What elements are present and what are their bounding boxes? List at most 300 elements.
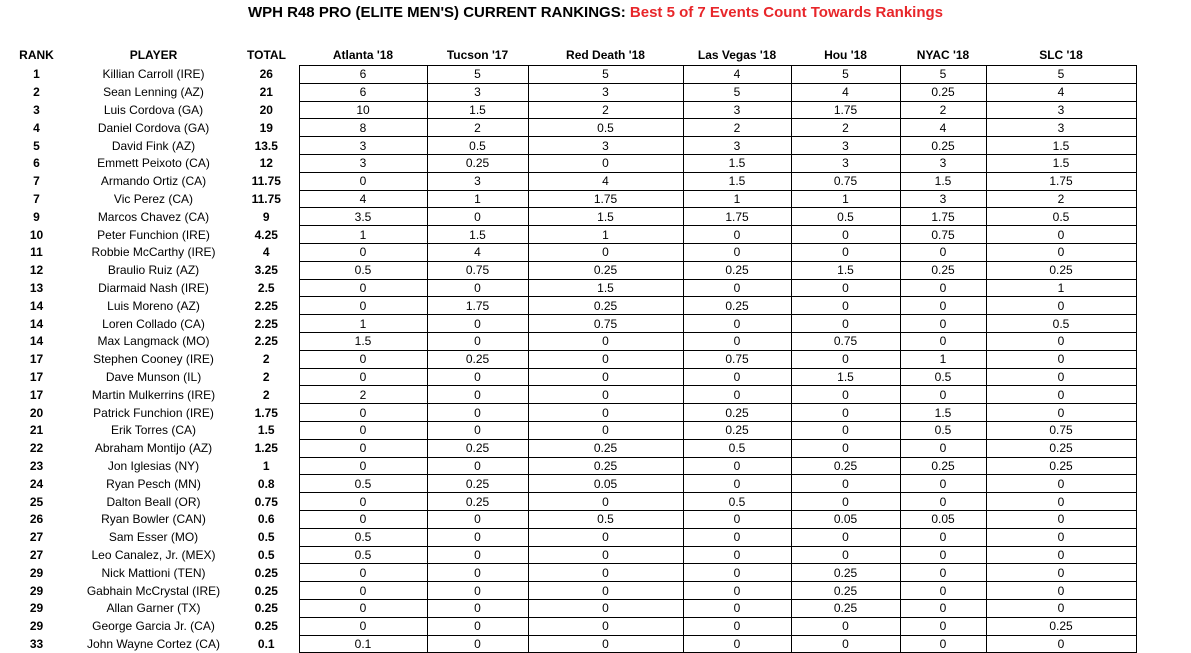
total-cell: 1.25: [254, 441, 278, 456]
score-cell: 1: [986, 279, 1136, 297]
score-cell: 0.75: [683, 350, 791, 368]
total-cell: 2: [262, 352, 270, 367]
total-cell: 0.25: [254, 601, 278, 616]
score-cell: 0: [900, 493, 986, 511]
score-cell: 0: [900, 546, 986, 564]
rank-cell: 14: [29, 316, 44, 331]
score-cell: 0: [986, 226, 1136, 244]
score-cell: 0.25: [528, 439, 683, 457]
rank-cell: 33: [29, 636, 44, 651]
player-cell: Nick Mattioni (TEN): [101, 565, 206, 580]
total-cell: 0.25: [254, 583, 278, 598]
total-cell: 4: [262, 245, 270, 260]
score-cell: 0: [528, 243, 683, 261]
rank-cell: 29: [29, 565, 44, 580]
score-cell: 1: [427, 190, 528, 208]
score-cell: 1.5: [791, 368, 900, 386]
player-cell: David Fink (AZ): [111, 138, 196, 153]
score-cell: 0: [900, 528, 986, 546]
table-row: [0, 475, 1136, 493]
score-cell: 4: [299, 190, 427, 208]
player-cell: Allan Garner (TX): [106, 601, 201, 616]
rankings-table: [0, 45, 1137, 653]
score-cell: 1.75: [900, 208, 986, 226]
score-cell: 0: [299, 617, 427, 635]
rank-cell: 3: [33, 102, 40, 117]
score-cell: 1: [900, 350, 986, 368]
score-cell: 0.1: [299, 635, 427, 653]
score-cell: 1.5: [900, 404, 986, 422]
player-cell: Stephen Cooney (IRE): [93, 352, 214, 367]
score-cell: 3: [900, 154, 986, 172]
table-row: [0, 137, 1136, 155]
rank-cell: 29: [29, 583, 44, 598]
score-cell: 0: [528, 421, 683, 439]
score-cell: 0.25: [900, 137, 986, 155]
table-row: [0, 564, 1136, 582]
score-cell: 0: [900, 279, 986, 297]
score-cell: 0.5: [900, 421, 986, 439]
score-cell: 0: [427, 315, 528, 333]
rank-cell: 25: [29, 494, 44, 509]
score-cell: 5: [427, 66, 528, 84]
total-cell: 13.5: [254, 138, 278, 153]
score-cell: 0: [683, 243, 791, 261]
table-row: [0, 528, 1136, 546]
score-cell: 3: [986, 119, 1136, 137]
score-cell: 0: [427, 421, 528, 439]
total-cell: 0.1: [257, 636, 275, 651]
total-cell: 4.25: [254, 227, 278, 242]
score-cell: 1.5: [986, 154, 1136, 172]
score-cell: 0.75: [427, 261, 528, 279]
player-cell: Martin Mulkerrins (IRE): [91, 387, 216, 402]
player-cell: Peter Funchion (IRE): [97, 227, 210, 242]
score-cell: 0.5: [986, 208, 1136, 226]
score-cell: 1.75: [427, 297, 528, 315]
table-row: [0, 66, 1136, 84]
score-cell: 0: [427, 546, 528, 564]
score-cell: 0: [683, 599, 791, 617]
table-row: [0, 208, 1136, 226]
score-cell: 0.25: [791, 457, 900, 475]
score-cell: 0: [299, 404, 427, 422]
score-cell: 0: [427, 510, 528, 528]
player-cell: Ryan Bowler (CAN): [101, 512, 206, 527]
score-cell: 1.5: [791, 261, 900, 279]
rank-cell: 24: [29, 476, 44, 491]
rank-cell: 27: [29, 547, 44, 562]
score-cell: 3: [683, 101, 791, 119]
table-row: [0, 190, 1136, 208]
score-cell: 0: [791, 546, 900, 564]
player-cell: Emmett Peixoto (CA): [97, 156, 210, 171]
score-cell: 0: [528, 154, 683, 172]
player-cell: Gabhain McCrystal (IRE): [86, 583, 221, 598]
score-cell: 0.25: [900, 83, 986, 101]
rank-cell: 13: [29, 280, 44, 295]
score-cell: 0: [986, 599, 1136, 617]
rank-cell: 17: [29, 352, 44, 367]
score-cell: 0.25: [900, 457, 986, 475]
score-cell: 0: [528, 599, 683, 617]
score-cell: 0: [299, 582, 427, 600]
score-cell: 0: [986, 493, 1136, 511]
player-cell: Patrick Funchion (IRE): [93, 405, 214, 420]
score-cell: 0: [528, 386, 683, 404]
player-cell: Ryan Pesch (MN): [106, 476, 201, 491]
player-cell: Daniel Cordova (GA): [97, 120, 210, 135]
score-cell: 0: [528, 582, 683, 600]
score-cell: 0.5: [986, 315, 1136, 333]
total-cell: 1.5: [257, 423, 275, 438]
score-cell: 3: [791, 137, 900, 155]
player-cell: Braulio Ruiz (AZ): [107, 263, 200, 278]
score-cell: 0: [427, 368, 528, 386]
score-cell: 0.5: [528, 510, 683, 528]
score-cell: 0: [986, 582, 1136, 600]
score-cell: 0: [791, 439, 900, 457]
score-cell: 2: [427, 119, 528, 137]
score-cell: 0.5: [900, 368, 986, 386]
score-cell: 0: [791, 421, 900, 439]
table-row: [0, 350, 1136, 368]
score-cell: 0: [900, 599, 986, 617]
score-cell: 0: [900, 582, 986, 600]
title-note: Best 5 of 7 Events Count Towards Rankings: [629, 4, 944, 21]
rank-cell: 17: [29, 387, 44, 402]
score-cell: 0: [528, 617, 683, 635]
score-cell: 1: [791, 190, 900, 208]
score-cell: 3: [900, 190, 986, 208]
total-cell: 0.25: [254, 565, 278, 580]
score-cell: 0: [528, 493, 683, 511]
table-row: [0, 635, 1136, 653]
score-cell: 4: [683, 66, 791, 84]
total-cell: 0.75: [254, 494, 278, 509]
score-cell: 0.05: [791, 510, 900, 528]
score-cell: 0: [986, 635, 1136, 653]
score-cell: 0: [900, 439, 986, 457]
total-cell: 0.8: [257, 476, 275, 491]
score-cell: 2: [683, 119, 791, 137]
score-cell: 0: [427, 617, 528, 635]
score-cell: 0: [683, 617, 791, 635]
total-cell: 3.25: [254, 263, 278, 278]
score-cell: 0: [791, 226, 900, 244]
player-cell: Dalton Beall (OR): [106, 494, 201, 509]
score-cell: 1.5: [683, 154, 791, 172]
player-cell: Jon Iglesias (NY): [107, 458, 200, 473]
score-cell: 0: [299, 279, 427, 297]
score-cell: 0.75: [791, 172, 900, 190]
score-cell: 0.5: [683, 439, 791, 457]
total-cell: 26: [259, 67, 273, 82]
table-row: [0, 457, 1136, 475]
player-cell: Abraham Montijo (AZ): [94, 441, 213, 456]
total-cell: 20: [259, 102, 273, 117]
total-cell: 2: [262, 369, 270, 384]
score-cell: 0: [900, 635, 986, 653]
rank-cell: 21: [29, 423, 44, 438]
score-cell: 0: [900, 564, 986, 582]
score-cell: 8: [299, 119, 427, 137]
score-cell: 0.25: [427, 350, 528, 368]
player-cell: Marcos Chavez (CA): [97, 209, 210, 224]
total-cell: 0.6: [257, 512, 275, 527]
rank-cell: 29: [29, 619, 44, 634]
table-row: [0, 101, 1136, 119]
score-cell: 0.25: [986, 261, 1136, 279]
score-cell: 0: [986, 564, 1136, 582]
rank-cell: 22: [29, 441, 44, 456]
score-cell: 2: [299, 386, 427, 404]
score-cell: 1.5: [528, 279, 683, 297]
score-cell: 4: [791, 83, 900, 101]
score-cell: 10: [299, 101, 427, 119]
score-cell: 0: [986, 528, 1136, 546]
table-row: [0, 261, 1136, 279]
score-cell: 1: [299, 315, 427, 333]
score-cell: 0: [427, 457, 528, 475]
score-cell: 0: [528, 368, 683, 386]
score-cell: 0: [986, 404, 1136, 422]
score-cell: 4: [986, 83, 1136, 101]
score-cell: 1: [683, 190, 791, 208]
title-main: WPH R48 PRO (ELITE MEN'S) CURRENT RANKINGS:: [247, 4, 626, 21]
score-cell: 0: [986, 368, 1136, 386]
score-cell: 0.25: [900, 261, 986, 279]
score-cell: 0.75: [791, 332, 900, 350]
player-cell: John Wayne Cortez (CA): [87, 636, 220, 651]
score-cell: 0: [791, 297, 900, 315]
score-cell: 0.25: [427, 154, 528, 172]
event-header: Atlanta '18: [299, 45, 427, 66]
score-cell: 0: [791, 635, 900, 653]
rank-cell: 20: [29, 405, 44, 420]
player-cell: Luis Moreno (AZ): [107, 298, 200, 313]
table-row: [0, 582, 1136, 600]
score-cell: 0: [986, 386, 1136, 404]
event-header: Tucson '17: [427, 45, 528, 66]
score-cell: 0: [299, 457, 427, 475]
score-cell: 0: [986, 546, 1136, 564]
table-row: [0, 119, 1136, 137]
rank-cell: 6: [33, 156, 40, 171]
score-cell: 2: [986, 190, 1136, 208]
total-cell: 21: [259, 85, 273, 100]
table-row: [0, 404, 1136, 422]
score-cell: 0: [683, 332, 791, 350]
score-cell: 0: [791, 243, 900, 261]
score-cell: 0: [683, 457, 791, 475]
score-cell: 0: [528, 635, 683, 653]
score-cell: 0: [683, 475, 791, 493]
rank-cell: 27: [29, 530, 44, 545]
score-cell: 3: [683, 137, 791, 155]
score-cell: 0: [299, 243, 427, 261]
rank-cell: 12: [29, 263, 44, 278]
score-cell: 0: [427, 208, 528, 226]
score-cell: 0.25: [528, 297, 683, 315]
table-row: [0, 421, 1136, 439]
score-cell: 5: [791, 66, 900, 84]
score-cell: 0.05: [528, 475, 683, 493]
score-cell: 0: [528, 332, 683, 350]
score-cell: 0: [299, 350, 427, 368]
score-cell: 0: [900, 297, 986, 315]
score-cell: 3: [528, 83, 683, 101]
score-cell: 0.5: [299, 528, 427, 546]
score-cell: 0: [683, 635, 791, 653]
score-cell: 0.25: [683, 404, 791, 422]
event-header: Las Vegas '18: [683, 45, 791, 66]
score-cell: 0: [427, 279, 528, 297]
rank-cell: 10: [29, 227, 44, 242]
score-cell: 0: [683, 368, 791, 386]
score-cell: 0: [900, 315, 986, 333]
page-title: [0, 2, 1191, 24]
score-cell: 0: [528, 528, 683, 546]
score-cell: 0: [528, 546, 683, 564]
total-cell: 1.75: [254, 405, 278, 420]
score-cell: 0: [427, 635, 528, 653]
score-cell: 0: [299, 172, 427, 190]
score-cell: 0: [683, 226, 791, 244]
score-cell: 3: [299, 154, 427, 172]
score-cell: 2: [900, 101, 986, 119]
score-cell: 0: [427, 528, 528, 546]
score-cell: 0: [900, 617, 986, 635]
score-cell: 0.5: [528, 119, 683, 137]
player-cell: Vic Perez (CA): [113, 191, 194, 206]
score-cell: 0.25: [427, 493, 528, 511]
score-cell: 0: [299, 297, 427, 315]
total-cell: 1: [262, 458, 270, 473]
total-cell: 0.25: [254, 619, 278, 634]
player-cell: Sean Lenning (AZ): [103, 85, 204, 100]
score-cell: 0: [427, 582, 528, 600]
score-cell: 0.5: [791, 208, 900, 226]
score-cell: 0: [528, 404, 683, 422]
score-cell: 4: [427, 243, 528, 261]
score-cell: 3.5: [299, 208, 427, 226]
table-row: [0, 510, 1136, 528]
score-cell: 0: [986, 297, 1136, 315]
score-cell: 0: [791, 475, 900, 493]
score-cell: 0: [791, 617, 900, 635]
score-cell: 0.25: [986, 439, 1136, 457]
score-cell: 0: [299, 510, 427, 528]
player-cell: Luis Cordova (GA): [103, 102, 204, 117]
score-cell: 0: [427, 599, 528, 617]
score-cell: 0: [683, 546, 791, 564]
total-cell: 12: [259, 156, 273, 171]
score-cell: 0: [791, 528, 900, 546]
score-cell: 1.5: [683, 172, 791, 190]
header-row: [0, 45, 1136, 66]
rank-cell: 29: [29, 601, 44, 616]
table-row: [0, 617, 1136, 635]
total-header: TOTAL: [247, 48, 286, 63]
score-cell: 0: [791, 493, 900, 511]
table-row: [0, 172, 1136, 190]
score-cell: 0: [986, 510, 1136, 528]
table-row: [0, 368, 1136, 386]
score-cell: 1.5: [299, 332, 427, 350]
rank-cell: 11: [30, 245, 43, 260]
score-cell: 0.75: [986, 421, 1136, 439]
score-cell: 0: [986, 350, 1136, 368]
total-cell: 0.5: [257, 547, 275, 562]
score-cell: 0: [986, 243, 1136, 261]
score-cell: 0.75: [528, 315, 683, 333]
score-cell: 1: [299, 226, 427, 244]
score-cell: 0: [299, 564, 427, 582]
table-row: [0, 279, 1136, 297]
score-cell: 0.5: [683, 493, 791, 511]
score-cell: 0.5: [299, 475, 427, 493]
score-cell: 1.5: [986, 137, 1136, 155]
score-cell: 1.75: [791, 101, 900, 119]
table-row: [0, 599, 1136, 617]
score-cell: 4: [528, 172, 683, 190]
score-cell: 0: [900, 332, 986, 350]
score-cell: 0: [299, 421, 427, 439]
score-cell: 3: [427, 83, 528, 101]
score-cell: 0: [900, 386, 986, 404]
rank-cell: 7: [33, 191, 40, 206]
score-cell: 1.75: [528, 190, 683, 208]
rank-cell: 23: [29, 458, 44, 473]
score-cell: 5: [528, 66, 683, 84]
player-cell: Diarmaid Nash (IRE): [98, 280, 209, 295]
total-cell: 2: [262, 387, 270, 402]
score-cell: 0: [791, 315, 900, 333]
score-cell: 5: [683, 83, 791, 101]
total-cell: 2.25: [254, 316, 278, 331]
player-cell: Killian Carroll (IRE): [102, 67, 205, 82]
rank-cell: 4: [33, 120, 40, 135]
score-cell: 0: [791, 386, 900, 404]
event-header: SLC '18: [986, 45, 1136, 66]
total-cell: 2.25: [254, 334, 278, 349]
player-cell: Erik Torres (CA): [110, 423, 197, 438]
score-cell: 2: [528, 101, 683, 119]
score-cell: 1.75: [986, 172, 1136, 190]
score-cell: 0: [791, 279, 900, 297]
table-row: [0, 546, 1136, 564]
table-row: [0, 226, 1136, 244]
score-cell: 0: [900, 475, 986, 493]
score-cell: 0.25: [683, 421, 791, 439]
player-header: PLAYER: [129, 48, 178, 63]
rank-cell: 17: [29, 369, 44, 384]
rank-cell: 7: [33, 174, 40, 189]
event-header: NYAC '18: [900, 45, 986, 66]
event-header: Hou '18: [791, 45, 900, 66]
score-cell: 0.25: [986, 617, 1136, 635]
score-cell: 0: [683, 315, 791, 333]
score-cell: 6: [299, 83, 427, 101]
player-cell: Max Langmack (MO): [97, 334, 210, 349]
score-cell: 1.5: [900, 172, 986, 190]
rank-cell: 26: [29, 512, 44, 527]
score-cell: 0.25: [986, 457, 1136, 475]
score-cell: 3: [299, 137, 427, 155]
score-cell: 0: [683, 510, 791, 528]
score-cell: 1.5: [427, 226, 528, 244]
